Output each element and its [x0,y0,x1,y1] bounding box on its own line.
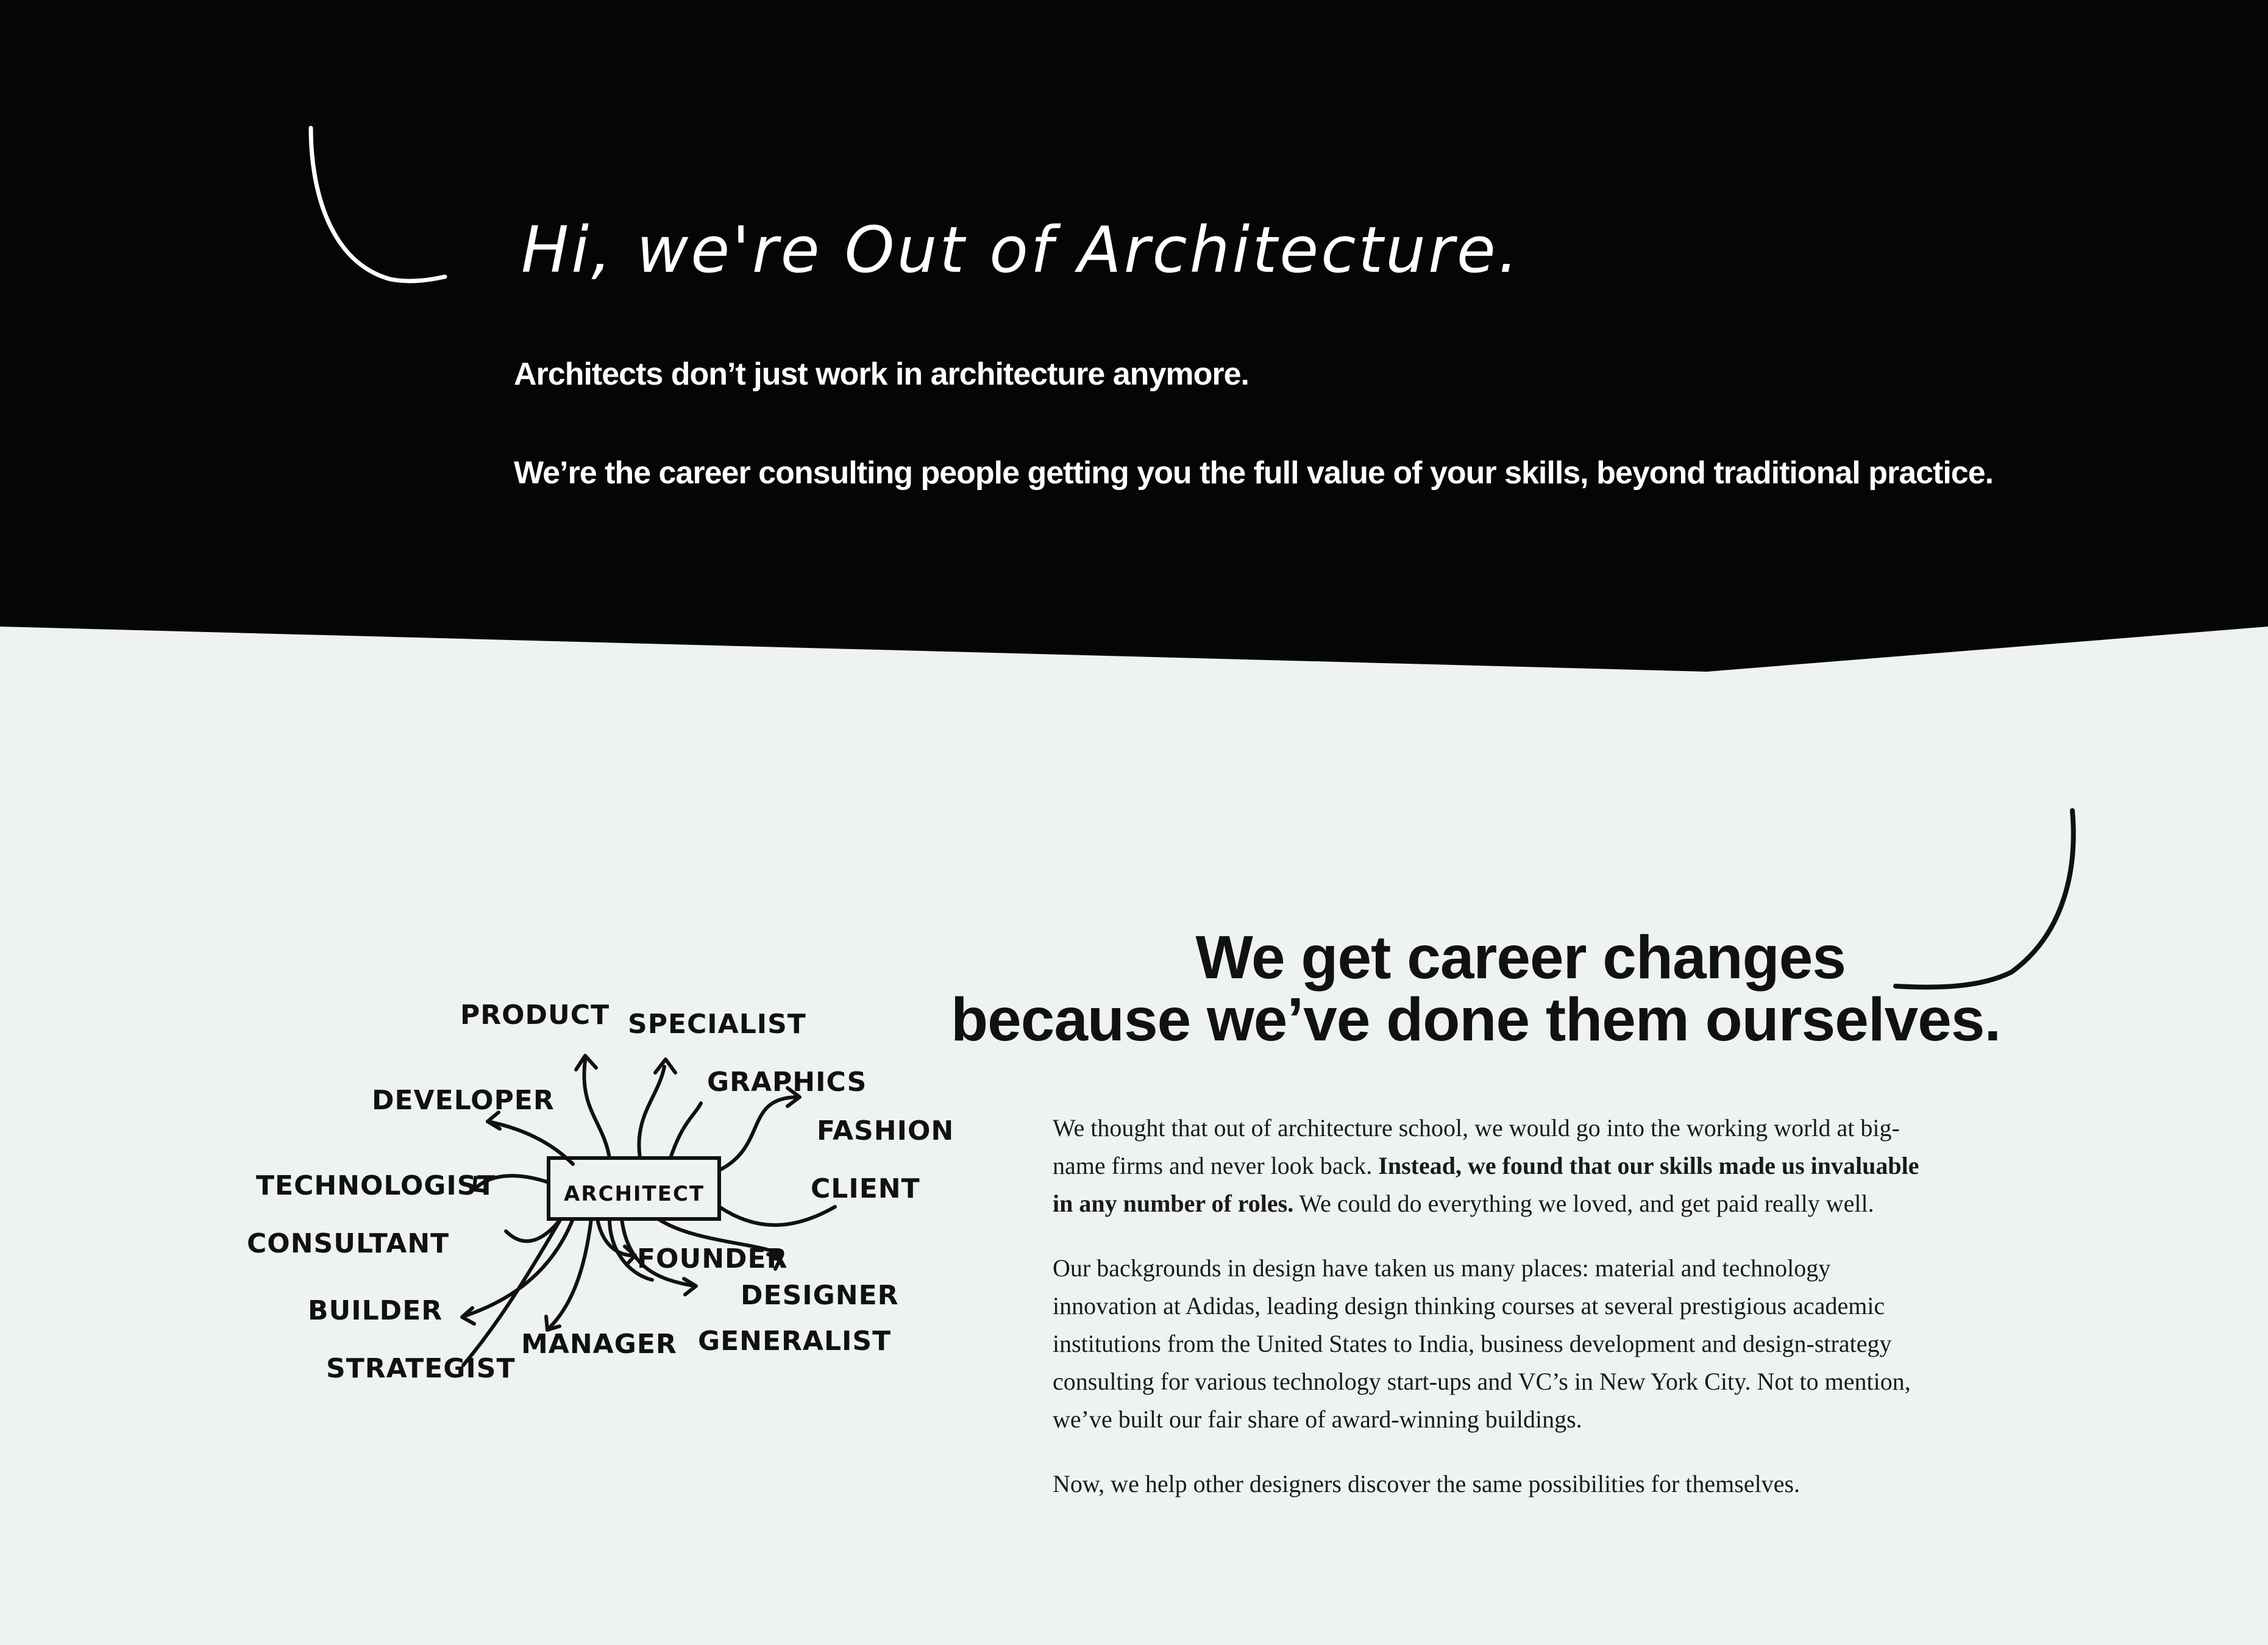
headline-line-1: We get career changes [1195,923,1846,992]
mindmap-role-generalist: GENERALIST [698,1326,892,1357]
hero-curve-decoration [293,116,463,299]
mindmap-center-label: ARCHITECT [564,1182,705,1206]
hero-tagline: Architects don’t just work in architecture anymore. [514,357,1249,392]
career-mindmap [232,987,987,1402]
mindmap-role-strategist: STRATEGIST [326,1353,516,1384]
mindmap-role-developer: DEVELOPER [372,1085,555,1116]
story-paragraph-3: Now, we help other designers discover the same possibilities for themselves. [1053,1470,1801,1498]
mindmap-role-designer: DESIGNER [741,1280,899,1311]
story-p1-highlight: Instead, we found that our skills made us invaluable in any number of roles. [1053,1152,1919,1217]
headline-line-2: because we’ve done them ourselves. [951,986,2001,1054]
mindmap-role-technologist: TECHNOLOGIST [256,1170,496,1201]
mindmap-role-specialist: SPECIALIST [628,1009,806,1040]
mindmap-role-consultant: CONSULTANT [247,1228,450,1259]
mindmap-role-manager: MANAGER [521,1329,677,1360]
mindmap-role-client: CLIENT [811,1173,920,1204]
story-p1-outro: We could do everything we loved, and get paid really well. [1293,1190,1874,1217]
mindmap-role-graphics: GRAPHICS [707,1067,867,1098]
hero-title: Hi, we're Out of Architecture. [521,213,1521,287]
hero-background [0,0,2268,673]
hero-description: We’re the career consulting people getting you the full value of your skills, beyond traditional practice. [514,455,1994,491]
section-headline [951,923,2001,1054]
story-body [1053,1109,1930,1530]
story-paragraph-2: Our backgrounds in design have taken us many places: material and technology innovation at Adidas, leading design thinking courses at several prestigious academic institutions from the United States to India, business development and design-strategy consulting for various technology start-ups and VC’s in New York City. Not to mention, we’ve built our fair share of award-winning buildings. [1053,1254,1911,1433]
headline-curve-decoration [1883,798,2091,1000]
mindmap-role-product: PRODUCT [460,1000,610,1031]
mindmap-role-fashion: FASHION [817,1115,954,1146]
mindmap-role-builder: BUILDER [308,1295,443,1326]
story-p1-intro: We thought that out of architecture school, we would go into the working world at big-name firms and never look back. [1053,1114,1900,1179]
story-paragraph-1 [1053,1109,1930,1223]
mindmap-role-founder: FOUNDER [637,1243,788,1274]
